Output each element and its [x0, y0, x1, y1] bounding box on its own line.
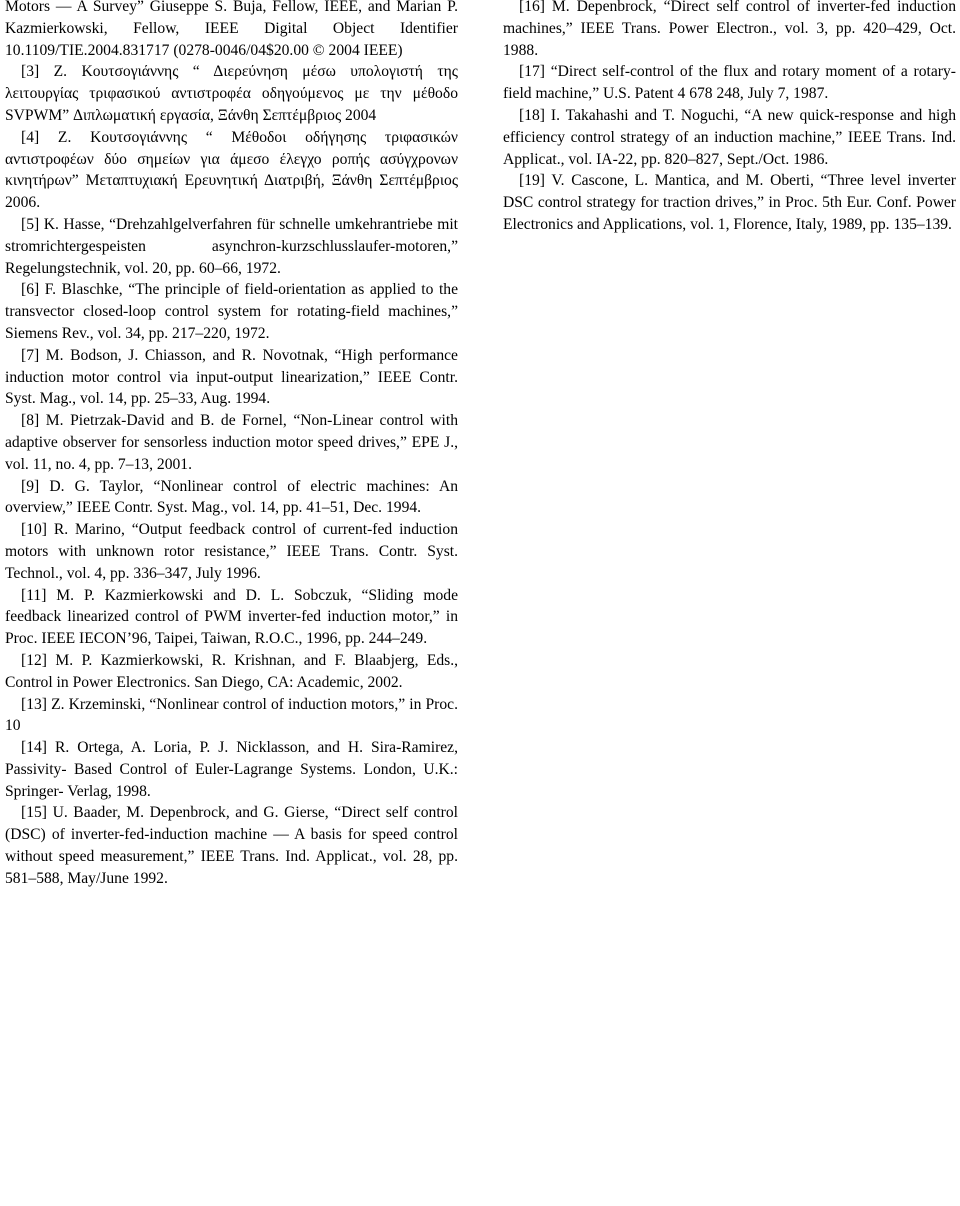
reference-entry	[503, 105, 956, 170]
reference-text: Z. Κουτσογιάννης “ Μέθοδοι οδήγησης τριφασικών αντιστροφέων δύο σημείων για άμεσο έλεγχο ροπής ασύγχρονων κινητήρων” Μεταπτυχιακή Ερευνητική Διατριβή, Ξάνθη Σεπτέμβριος 2006.	[5, 128, 458, 212]
reference-entry	[5, 890, 458, 912]
reference-entry	[5, 585, 458, 650]
reference-entry	[5, 802, 458, 889]
reference-entry	[5, 519, 458, 584]
reference-text: Z. Krzeminski, “Nonlinear control of induction motors,” in Proc. 10	[5, 695, 458, 735]
reference-text: R. Ortega, A. Loria, P. J. Nicklasson, and H. Sira-Ramirez, Passivity- Based Control of Euler-Lagrange Systems. London, U.K.: Springer- Verlag, 1998.	[5, 739, 458, 800]
reference-text: M. Bodson, J. Chiasson, and R. Novotnak, “High performance induction motor control via input-output linearization,” IEEE Contr. Syst. Mag., vol. 14, pp. 25–33, Aug. 1994.	[5, 346, 458, 408]
reference-text: M. Pietrzak-David and B. de Fornel, “Non-Linear control with adaptive observer for sensorless induction motor speed drives,” EPE J., vol. 11, no. 4, pp. 7–13, 2001.	[5, 412, 458, 473]
reference-number: [14]	[21, 739, 47, 757]
reference-number: [10]	[21, 521, 47, 539]
reference-entry	[5, 61, 458, 126]
reference-text: M. Depenbrock, “Direct self control of inverter-fed induction machines,” IEEE Trans. Power Electron., vol. 3, pp. 420–429, Oct. 1988.	[503, 0, 956, 59]
left-column	[5, 0, 458, 911]
reference-entry	[5, 650, 458, 694]
reference-number: [7]	[21, 346, 40, 364]
reference-number: [19]	[519, 172, 545, 190]
reference-entry	[5, 410, 458, 475]
reference-entry	[5, 694, 458, 738]
reference-number: [18]	[519, 106, 545, 124]
reference-text: M. P. Kazmierkowski, R. Krishnan, and F. Blaabjerg, Eds., Control in Power Electronics. San Diego, CA: Academic, 2002.	[5, 651, 459, 691]
reference-number: [11]	[21, 586, 47, 604]
reference-number: [5]	[21, 215, 40, 233]
reference-entry	[5, 476, 458, 520]
reference-entry	[5, 127, 458, 214]
reference-text: “Direct self-control of the flux and rotary moment of a rotary-field machine,” U.S. Patent 4 678 248, July 7, 1987.	[503, 63, 956, 103]
reference-number: [17]	[519, 63, 545, 81]
reference-text: M. P. Kazmierkowski and D. L. Sobczuk, “Sliding mode feedback linearized control of PWM inverter-fed induction motor,” in Proc. IEEE IECON’96, Taipei, Taiwan, R.O.C., 1996, pp. 244–249.	[5, 586, 458, 648]
reference-number: [4]	[21, 128, 40, 146]
reference-entry	[5, 737, 458, 802]
reference-entry	[503, 61, 956, 105]
reference-entry	[5, 279, 458, 344]
reference-text: K. Hasse, “Drehzahlgelverfahren für schnelle umkehrantriebe mit stromrichtergespeisten asynchron-kurzschlusslaufer-motoren,” Regelungstechnik, vol. 20, pp. 60–66, 1972.	[5, 215, 458, 277]
reference-text: Z. Κουτσογιάννης “ Διερεύνηση μέσω υπολογιστή της λειτουργίας τριφασικού αντιστροφέα οδηγούμενος με την μέθοδο SVPWM” Διπλωματική εργασία, Ξάνθη Σεπτέμβριος 2004	[5, 63, 458, 124]
reference-text: F. Blaschke, “The principle of field-orientation as applied to the transvector closed-loop control system for rotating-field machines,” Siemens Rev., vol. 34, pp. 217–220, 1972.	[5, 281, 458, 342]
reference-entry	[503, 170, 956, 235]
reference-entry	[503, 0, 956, 61]
reference-text: D. G. Taylor, “Nonlinear control of electric machines: An overview,” IEEE Contr. Syst. Mag., vol. 14, pp. 41–51, Dec. 1994.	[5, 477, 459, 517]
reference-number: [8]	[21, 412, 40, 430]
reference-text: R. Marino, “Output feedback control of current-fed induction motors with unknown rotor resistance,” IEEE Trans. Contr. Syst. Technol., vol. 4, pp. 336–347, July 1996.	[5, 521, 458, 582]
reference-number: [9]	[21, 477, 40, 495]
reference-entry	[5, 0, 458, 61]
reference-text: I. Takahashi and T. Noguchi, “A new quick-response and high efficiency control strategy of an induction machine,” IEEE Trans. Ind. Applicat., vol. IA-22, pp. 820–827, Sept./Oct. 1986.	[503, 106, 956, 168]
right-column	[503, 0, 956, 236]
reference-number: [15]	[21, 804, 47, 822]
reference-number: [16]	[519, 0, 545, 15]
reference-number: [6]	[21, 281, 40, 299]
reference-entry	[5, 214, 458, 279]
reference-entry	[5, 345, 458, 410]
reference-text: V. Cascone, L. Mantica, and M. Oberti, “Three level inverter DSC control strategy for traction drives,” in Proc. 5th Eur. Conf. Power Electronics and Applications, vol. 1, Florence, Italy, 1989, pp. 135–139.	[503, 172, 956, 233]
reference-number: [12]	[21, 651, 47, 669]
reference-number: [3]	[21, 63, 40, 81]
reference-number: [13]	[21, 695, 47, 713]
reference-text: U. Baader, M. Depenbrock, and G. Gierse, “Direct self control (DSC) of inverter-fed-induction machine — A basis for speed control without speed measurement,” IEEE Trans. Ind. Applicat., vol. 28, pp. 581–588, May/June 1992.	[5, 804, 458, 887]
reference-text: Motors — A Survey” Giuseppe S. Buja, Fellow, IEEE, and Marian P. Kazmierkowski, Fellow, IEEE Digital Object Identifier 10.1109/TIE.2004.831717 (0278-0046/04$20.00 © 2004 IEEE)	[5, 0, 458, 59]
